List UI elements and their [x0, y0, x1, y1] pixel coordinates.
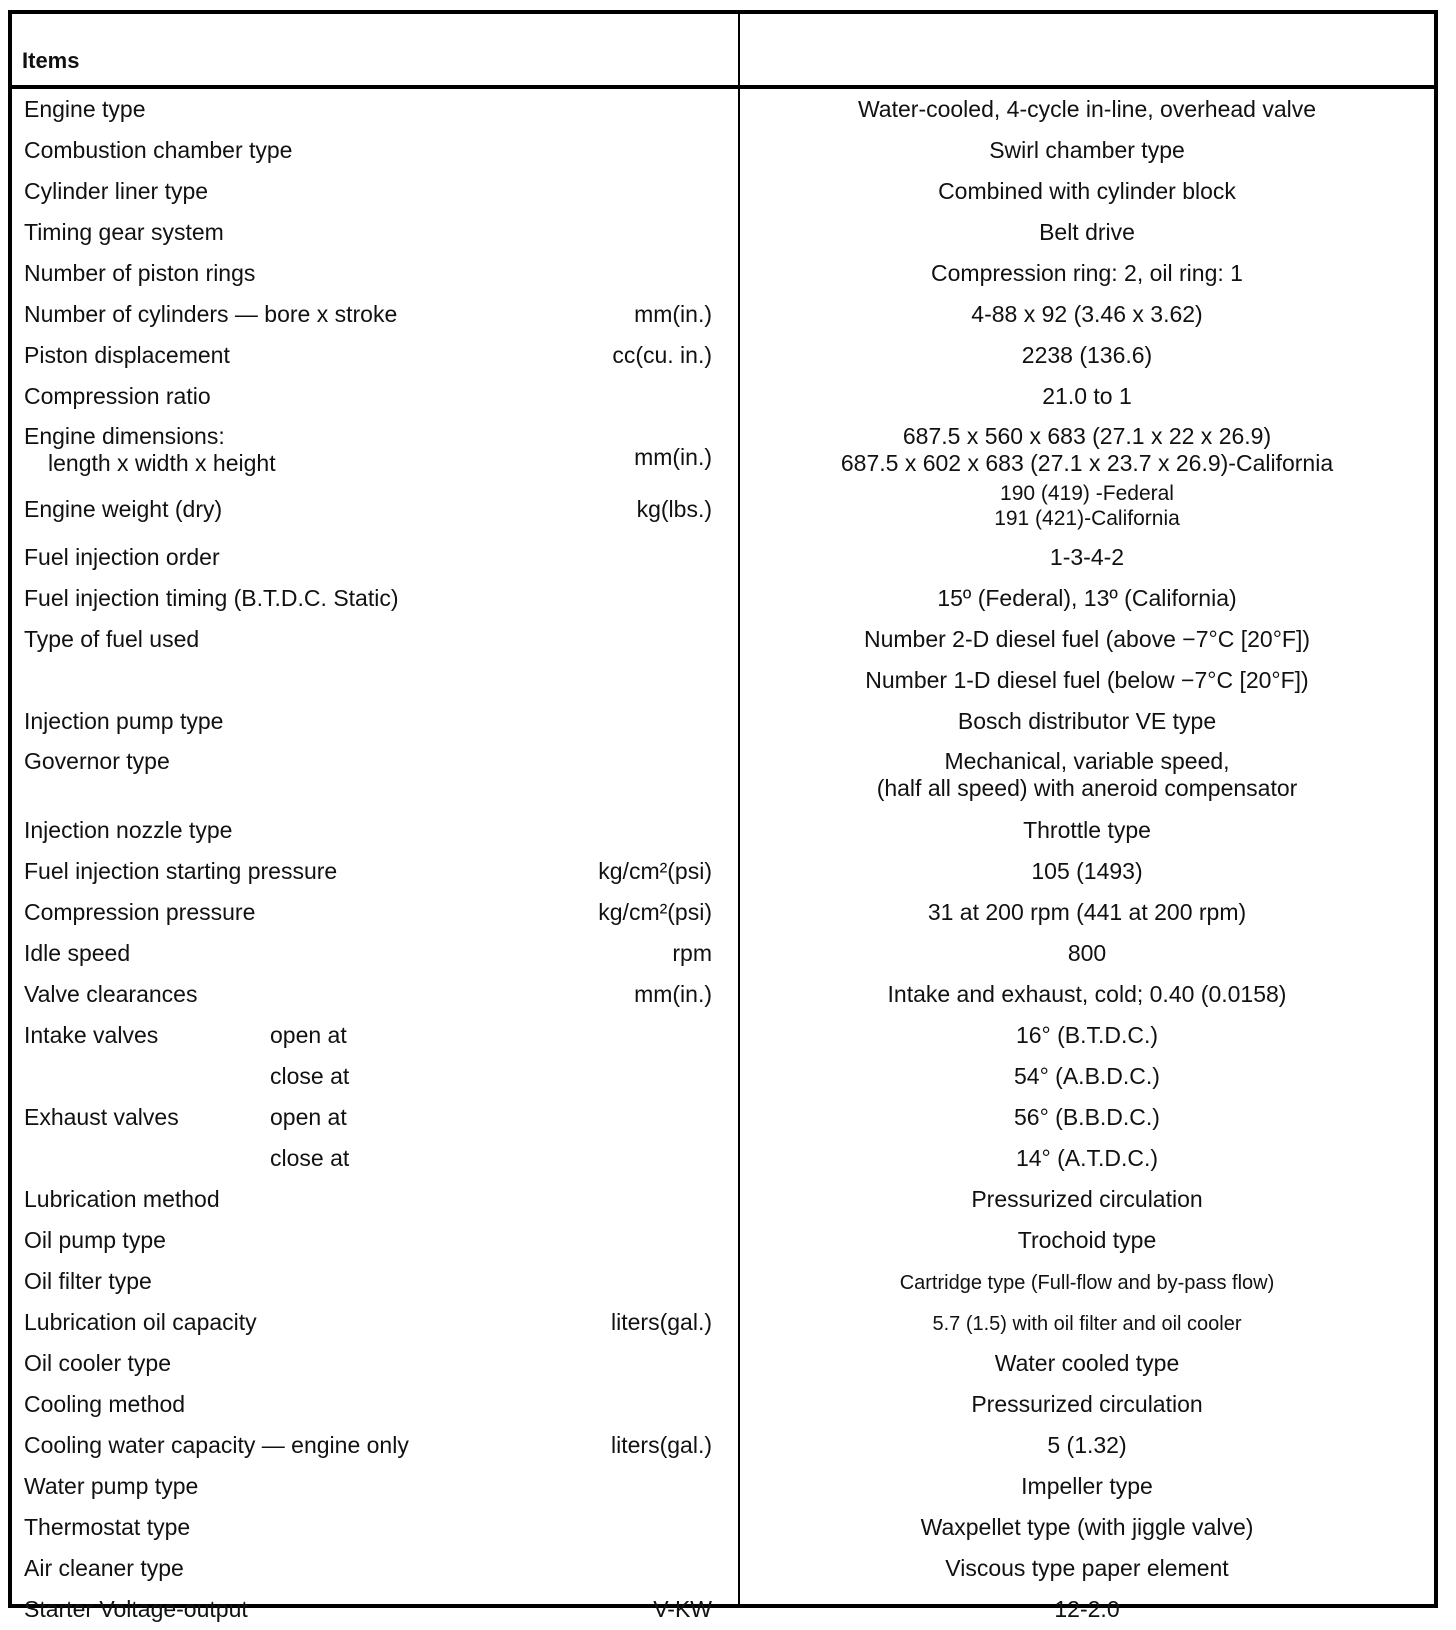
table-row — [12, 974, 1434, 1015]
row-value — [742, 933, 1432, 974]
row-label-line: Engine dimensions: — [24, 423, 225, 449]
row-value-line: Compression ring: 2, oil ring: 1 — [931, 260, 1243, 286]
row-label — [24, 578, 399, 619]
row-label — [24, 423, 276, 477]
row-value — [742, 212, 1432, 253]
table-row — [12, 1097, 1434, 1138]
table-row — [12, 376, 1434, 417]
table-row — [12, 619, 1434, 660]
row-label-line: Compression ratio — [24, 383, 211, 409]
row-label — [24, 253, 255, 294]
row-label — [24, 851, 337, 892]
table-row — [12, 851, 1434, 892]
row-value-line: 15º (Federal), 13º (California) — [937, 585, 1237, 611]
row-value-line: Belt drive — [1039, 219, 1135, 245]
row-value-line: Cartridge type (Full-flow and by-pass flow) — [899, 1272, 1275, 1294]
table-row — [12, 701, 1434, 742]
row-value — [742, 1425, 1432, 1466]
row-label-line: Starter Voltage-output — [24, 1596, 248, 1622]
row-value — [742, 1507, 1432, 1548]
row-value-line: Trochoid type — [1017, 1227, 1157, 1253]
row-value — [742, 578, 1432, 619]
row-value — [742, 1589, 1432, 1630]
row-label — [24, 537, 220, 578]
row-value-line: 5.7 (1.5) with oil filter and oil cooler — [932, 1313, 1242, 1335]
row-label — [24, 212, 224, 253]
row-label-line: Engine type — [24, 96, 146, 122]
row-value-line: 4-88 x 92 (3.46 x 3.62) — [971, 301, 1203, 327]
table-row — [12, 1179, 1434, 1220]
row-label — [24, 376, 211, 417]
row-value-line: Impeller type — [1021, 1473, 1153, 1499]
table-body — [12, 89, 1434, 1630]
table-row — [12, 1548, 1434, 1589]
row-label-line: Lubrication oil capacity — [24, 1309, 257, 1335]
row-value-line: Intake and exhaust, cold; 0.40 (0.0158) — [887, 981, 1287, 1007]
row-label-line: Governor type — [24, 748, 170, 774]
row-label-line: Fuel injection starting pressure — [24, 858, 338, 884]
table-row — [12, 933, 1434, 974]
row-unit: mm(in.) — [634, 981, 712, 1007]
row-label — [24, 1302, 257, 1343]
table-row — [12, 810, 1434, 851]
row-value — [742, 1302, 1432, 1345]
table-row — [12, 1220, 1434, 1261]
row-label-line: Injection pump type — [24, 708, 224, 734]
row-value-line: Throttle type — [1023, 817, 1151, 843]
row-value — [742, 89, 1432, 130]
table-row — [12, 1507, 1434, 1548]
table-header — [12, 14, 1434, 89]
table-row — [12, 1425, 1434, 1466]
table-row — [12, 253, 1434, 294]
table-row — [12, 482, 1434, 537]
row-value — [742, 537, 1432, 578]
table-row — [12, 294, 1434, 335]
table-row — [12, 1056, 1434, 1097]
table-row — [12, 1343, 1434, 1384]
table-row — [12, 1466, 1434, 1507]
row-label-line: Idle speed — [24, 940, 131, 966]
row-label — [24, 489, 222, 530]
row-value — [742, 1548, 1432, 1589]
row-label — [24, 1220, 166, 1261]
row-value-line: Number 2-D diesel fuel (above −7°C [20°F]) — [863, 626, 1310, 652]
row-unit: liters(gal.) — [611, 1432, 712, 1458]
row-value — [742, 423, 1432, 477]
row-value — [742, 1220, 1432, 1261]
row-label — [24, 1507, 190, 1548]
row-value-line: 14° (A.T.D.C.) — [1015, 1145, 1159, 1171]
row-unit: cc(cu. in.) — [612, 342, 712, 368]
row-value-line-2: (half all speed) with aneroid compensator — [876, 775, 1298, 801]
row-label-line: Fuel injection timing (B.T.D.C. Static) — [24, 585, 399, 611]
row-value — [742, 619, 1432, 660]
row-value — [742, 1056, 1432, 1097]
row-value-line: 54° (A.B.D.C.) — [1014, 1063, 1160, 1089]
row-label-line: Piston displacement — [24, 342, 230, 368]
row-unit: V-KW — [653, 1596, 712, 1622]
row-sublabel: close at — [270, 1063, 350, 1089]
row-label — [24, 130, 292, 171]
row-value-line-2: 687.5 x 602 x 683 (27.1 x 23.7 x 26.9)-California — [840, 450, 1334, 476]
row-label-line: Valve clearances — [24, 981, 198, 1007]
table-row — [12, 417, 1434, 485]
row-label-line: Number of piston rings — [24, 260, 256, 286]
row-unit: liters(gal.) — [611, 1309, 712, 1335]
table-row — [12, 1261, 1434, 1302]
row-label — [24, 294, 397, 335]
row-label-line: Thermostat type — [24, 1514, 191, 1540]
row-label — [24, 1384, 185, 1425]
row-label — [24, 89, 145, 130]
row-value — [742, 660, 1432, 701]
table-row — [12, 1302, 1434, 1343]
row-unit: mm(in.) — [634, 301, 712, 327]
row-value-line: 2238 (136.6) — [1021, 342, 1153, 368]
row-value-line: Mechanical, variable speed, — [944, 748, 1230, 774]
row-label — [24, 748, 170, 775]
row-value — [742, 1015, 1432, 1056]
spec-table — [8, 10, 1438, 1622]
row-value-line: Water-cooled, 4-cycle in-line, overhead valve — [857, 96, 1317, 122]
row-value — [742, 171, 1432, 212]
row-label-line: Oil filter type — [24, 1268, 152, 1294]
row-label-line: Air cleaner type — [24, 1555, 184, 1581]
row-value-line: Bosch distributor VE type — [957, 708, 1217, 734]
row-sublabel: open at — [270, 1022, 347, 1048]
row-label — [24, 171, 208, 212]
row-unit: kg/cm²(psi) — [598, 858, 712, 884]
row-label-line: Combustion chamber type — [24, 137, 293, 163]
row-label — [24, 1097, 179, 1138]
row-value-line: Pressurized circulation — [971, 1391, 1203, 1417]
row-label-line: Engine weight (dry) — [24, 496, 223, 522]
table-row — [12, 1589, 1434, 1630]
row-unit: mm(in.) — [634, 444, 712, 470]
row-label-line-2: length x width x height — [48, 450, 276, 476]
row-label — [24, 1548, 184, 1589]
row-value-line: 16° (B.T.D.C.) — [1015, 1022, 1159, 1048]
row-label-line: Cylinder liner type — [24, 178, 209, 204]
table-row — [12, 537, 1434, 578]
row-value-line-2: 191 (421)-California — [994, 507, 1180, 530]
row-value-line: 12-2.0 — [1054, 1596, 1120, 1622]
row-value — [742, 1138, 1432, 1179]
row-value-line: Combined with cylinder block — [938, 178, 1236, 204]
row-label — [24, 619, 199, 660]
row-value-line: 5 (1.32) — [1047, 1432, 1127, 1458]
row-value — [742, 481, 1432, 531]
row-label — [24, 1015, 158, 1056]
row-label — [24, 974, 197, 1015]
row-value-line: Waxpellet type (with jiggle valve) — [920, 1514, 1254, 1540]
table-row — [12, 89, 1434, 130]
row-label — [24, 335, 230, 376]
table-row — [12, 335, 1434, 376]
table-row — [12, 130, 1434, 171]
row-label — [24, 1261, 152, 1302]
table-row — [12, 1138, 1434, 1179]
row-value — [742, 1466, 1432, 1507]
row-label — [24, 1589, 248, 1630]
table-row — [12, 578, 1434, 619]
row-label-line: Timing gear system — [24, 219, 224, 245]
row-label — [24, 933, 130, 974]
row-value-line: Water cooled type — [994, 1350, 1180, 1376]
row-value — [742, 376, 1432, 417]
row-label-line: Number of cylinders — bore x stroke — [24, 301, 398, 327]
row-value-line: Swirl chamber type — [989, 137, 1185, 163]
row-value-line: 1-3-4-2 — [1049, 544, 1125, 570]
row-value-line: 800 — [1067, 940, 1107, 966]
table-row — [12, 171, 1434, 212]
row-value-line: Viscous type paper element — [945, 1555, 1229, 1581]
row-value — [742, 1179, 1432, 1220]
row-label — [24, 1425, 409, 1466]
row-unit: kg(lbs.) — [636, 496, 712, 522]
row-label-line: Exhaust valves — [24, 1104, 179, 1130]
row-label-line: Type of fuel used — [24, 626, 200, 652]
row-sublabel: open at — [270, 1104, 347, 1130]
row-value — [742, 974, 1432, 1015]
row-label — [24, 1343, 171, 1384]
row-value — [742, 1097, 1432, 1138]
row-value — [742, 130, 1432, 171]
row-label — [24, 1466, 198, 1507]
row-value — [742, 892, 1432, 933]
row-label-line: Intake valves — [24, 1022, 159, 1048]
row-value — [742, 701, 1432, 742]
table-row — [12, 212, 1434, 253]
row-value — [742, 748, 1432, 802]
table-row — [12, 1384, 1434, 1425]
row-sublabel: close at — [270, 1145, 350, 1171]
table-row — [12, 1015, 1434, 1056]
row-label-line: Water pump type — [24, 1473, 199, 1499]
row-label-line: Compression pressure — [24, 899, 256, 925]
row-unit: rpm — [672, 940, 712, 966]
row-value — [742, 851, 1432, 892]
row-label-line: Cooling water capacity — engine only — [24, 1432, 409, 1458]
row-value-line: Pressurized circulation — [971, 1186, 1203, 1212]
row-value — [742, 1384, 1432, 1425]
row-value-line: 21.0 to 1 — [1042, 383, 1132, 409]
table-row — [12, 660, 1434, 701]
row-value-line: 105 (1493) — [1031, 858, 1143, 884]
row-value — [742, 294, 1432, 335]
row-label — [24, 701, 223, 742]
row-label-line: Oil cooler type — [24, 1350, 172, 1376]
row-label — [24, 810, 232, 851]
row-label-line: Cooling method — [24, 1391, 186, 1417]
row-value — [742, 1343, 1432, 1384]
row-value — [742, 810, 1432, 851]
row-unit: kg/cm²(psi) — [598, 899, 712, 925]
row-label — [24, 892, 255, 933]
row-value-line: 687.5 x 560 x 683 (27.1 x 22 x 26.9) — [902, 423, 1272, 449]
row-value-line: 56° (B.B.D.C.) — [1014, 1104, 1160, 1130]
row-label-line: Oil pump type — [24, 1227, 166, 1253]
row-value — [742, 335, 1432, 376]
table-row — [12, 742, 1434, 810]
table-row — [12, 892, 1434, 933]
row-value-line: 31 at 200 rpm (441 at 200 rpm) — [927, 899, 1247, 925]
row-value-line: 190 (419) -Federal — [1000, 482, 1174, 505]
row-label-line: Lubrication method — [24, 1186, 220, 1212]
row-value — [742, 1261, 1432, 1304]
row-value-line: Number 1-D diesel fuel (below −7°C [20°F]) — [865, 667, 1309, 693]
header-items: Items — [22, 48, 80, 73]
row-label-line: Fuel injection order — [24, 544, 220, 570]
row-label — [24, 1179, 220, 1220]
row-value — [742, 253, 1432, 294]
row-label-line: Injection nozzle type — [24, 817, 233, 843]
